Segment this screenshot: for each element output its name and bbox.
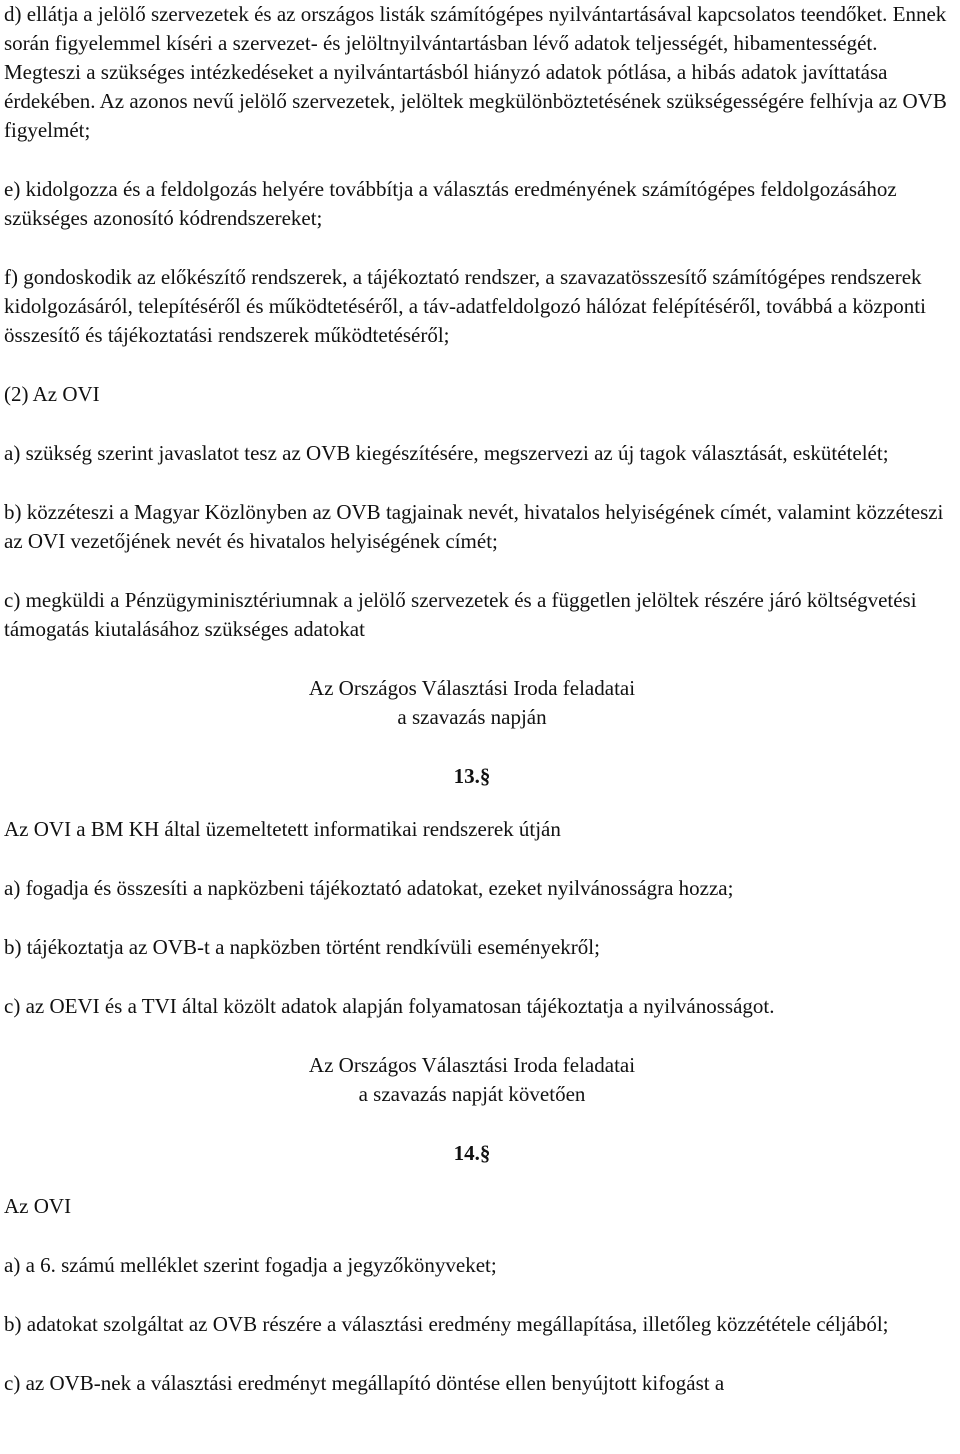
section-13-number: 13.§ <box>453 764 491 788</box>
subsection-2-item-b: b) közzéteszi a Magyar Közlönyben az OVB tagjainak nevét, hivatalos helyiségének címét, valamint közzéteszi az OVI vezetőjének nevét és hivatalos helyiségének címét; <box>4 500 944 553</box>
paragraph-d <box>4 0 956 145</box>
paragraph-f: f) gondoskodik az előkészítő rendszerek, a tájékoztató rendszer, a szavazatösszesítő számítógépes rendszerek kidolgozásáról, telepítéséről és működtetéséről, a táv-adatfeldolgozó hálózat felépítéséről, továbbá a központi összesítő és tájékoztatási rendszerek működtetéséről; <box>4 265 926 347</box>
section-13-item-c: c) az OEVI és a TVI által közölt adatok alapján folyamatosan tájékoztatja a nyilvánosságot. <box>4 994 775 1018</box>
section-14-item-a: a) a 6. számú melléklet szerint fogadja a jegyzőkönyveket; <box>4 1253 497 1277</box>
section-14-intro: Az OVI <box>4 1194 72 1218</box>
chapter-heading-line-1: Az Országos Választási Iroda feladatai <box>308 1053 636 1077</box>
document-page <box>4 0 956 1398</box>
subsection-2-item-c: c) megküldi a Pénzügyminisztériumnak a jelölő szervezetek és a független jelöltek részére járó költségvetési támogatás kiutalásához szükséges adatokat <box>4 588 917 641</box>
chapter-heading-line-2: a szavazás napján <box>397 705 547 729</box>
paragraph-d-main: d) ellátja a jelölő szervezetek és az országos listák számítógépes nyilvántartásával kapcsolatos teendőket. Ennek során figyelemmel kíséri a szervezet- és jelöltnyilvántartásban lévő adatok teljességét, hibamentességét. Megteszi a szükséges intézkedéseket a nyilvántartásból hiányzó adatok pótlása, a hibás adatok javíttatása érdekében. <box>4 2 947 113</box>
section-13-item-a: a) fogadja és összesíti a napközbeni tájékoztató adatokat, ezeket nyilvánosságra hozza; <box>4 876 734 900</box>
section-13-item-b: b) tájékoztatja az OVB-t a napközben történt rendkívüli eseményekről; <box>4 935 600 959</box>
chapter-heading-line-2: a szavazás napját követően <box>358 1082 586 1106</box>
section-14-item-c: c) az OVB-nek a választási eredményt megállapító döntése ellen benyújtott kifogást a <box>4 1371 725 1395</box>
section-14-number: 14.§ <box>453 1141 491 1165</box>
paragraph-e: e) kidolgozza és a feldolgozás helyére továbbítja a választás eredményének számítógépes feldolgozásához szükséges azonosító kódrendszereket; <box>4 177 897 230</box>
chapter-heading-line-1: Az Országos Választási Iroda feladatai <box>308 676 636 700</box>
chapter-heading-after-election <box>0 1051 956 1109</box>
chapter-heading-election-day <box>0 674 956 732</box>
subsection-2-title: (2) Az OVI <box>4 382 100 406</box>
paragraph-d-continuation: Az azonos nevű jelölő szervezetek, jelöltek megkülönböztetésének szükségességére felhívja az OVB figyelmét; <box>4 89 947 142</box>
section-14-item-b: b) adatokat szolgáltat az OVB részére a választási eredmény megállapítása, illetőleg közzététele céljából; <box>4 1312 889 1336</box>
section-13-intro: Az OVI a BM KH által üzemeltetett informatikai rendszerek útján <box>4 817 561 841</box>
subsection-2-item-a: a) szükség szerint javaslatot tesz az OVB kiegészítésére, megszervezi az új tagok választását, eskütételét; <box>4 441 889 465</box>
